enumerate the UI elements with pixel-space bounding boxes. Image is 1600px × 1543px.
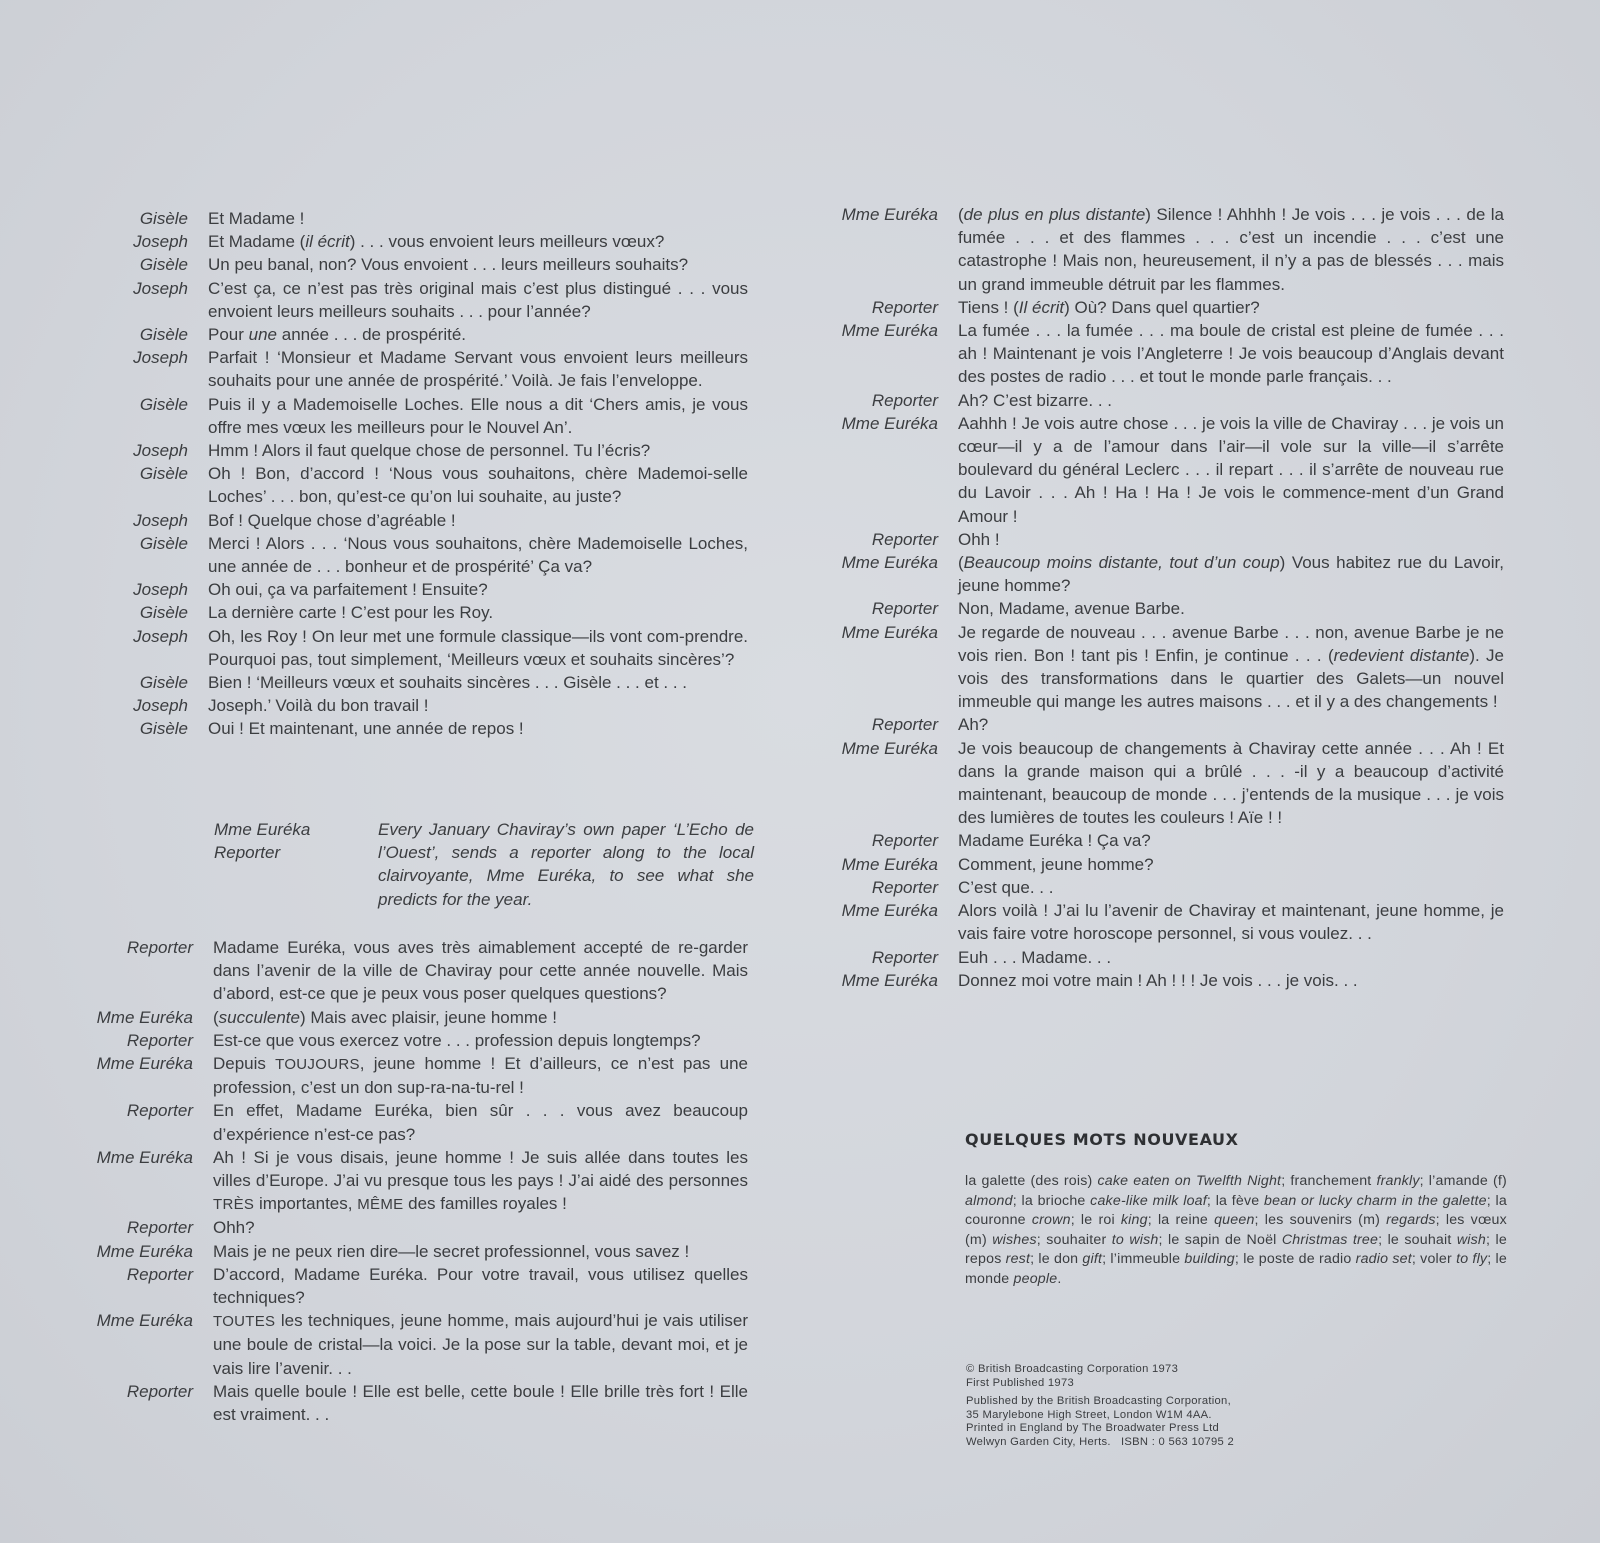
speech-text: Parfait ! ‘Monsieur et Madame Servant vous envoient leurs meilleurs souhaits pour une année de prospérité.’ Voilà. Je fais l’enveloppe.: [208, 348, 748, 391]
speech-text: Merci ! Alors . . . ‘Nous vous souhaitons, chère Mademoiselle Loches, une année de . . . bonheur et de prospérité’ Ça va?: [208, 533, 748, 577]
dialogue-line: [0, 551, 1510, 597]
vocab-entry: les souvenirs (m) regards: [1264, 1212, 1436, 1229]
dialogue-line: [0, 1029, 760, 1052]
dialogue-line: [0, 713, 1510, 736]
speech-text: Ohh !: [958, 529, 1000, 549]
vocab-entry: l’amande (f) almond: [965, 1173, 1507, 1209]
vocab-entry: le poste de radio radio set: [1243, 1251, 1412, 1268]
speaker-name: Joseph: [133, 510, 188, 530]
speech-text: Madame Euréka ! Ça va?: [958, 831, 1151, 851]
speech-text: Madame Euréka, vous aves très aimablement accepté de re-garder dans l’avenir de la ville de Chaviray pour cette année nouvelle. Mais d’abord, est-ce que je peux vous poser quelques questions?: [213, 938, 748, 1004]
speech-text: Mais quelle boule ! Elle est belle, cette boule ! Elle brille très fort ! Elle est vraiment. . .: [213, 1381, 748, 1425]
dialogue-line: [0, 737, 1510, 830]
dialogue-line: [0, 1052, 760, 1099]
speech-text: Et Madame (il écrit) . . . vous envoient leurs meilleurs vœux?: [208, 232, 665, 252]
speech-text: Mais je ne peux rien dire—le secret professionnel, vous savez !: [213, 1241, 690, 1261]
dialogue-line: [0, 1309, 760, 1380]
speaker-name: Reporter: [871, 877, 938, 897]
speaker-name: Mme Euréka: [96, 1147, 193, 1167]
speech-text: (succulente) Mais avec plaisir, jeune homme !: [213, 1007, 557, 1027]
vocab-entry: le roi king: [1080, 1212, 1148, 1229]
speaker-name: Reporter: [871, 297, 938, 317]
speech-text: Puis il y a Mademoiselle Loches. Elle nous a dit ‘Chers amis, je vous offre mes vœux les meilleurs pour le Nouvel An’.: [208, 394, 748, 437]
speech-text: Tiens ! (Il écrit) Où? Dans quel quartier?: [958, 297, 1260, 317]
speaker-name: Joseph: [133, 626, 188, 646]
speech-text: Oh, les Roy ! On leur met une formule classique—ils vont com-prendre. Pourquoi pas, tout simplement, ‘Meilleurs vœux et souhaits sincères’?: [208, 626, 748, 669]
imprint-line: © British Broadcasting Corporation 1973: [966, 1363, 1179, 1375]
dialogue-line: [0, 389, 1510, 412]
speaker-name: Mme Euréka: [841, 321, 938, 341]
speech-text: Depuis TOUJOURS, jeune homme ! Et d’ailleurs, ce n’est pas une profession, c’est un don sup-ra-na-tu-rel !: [213, 1054, 748, 1098]
speech-text: C’est que. . .: [958, 877, 1054, 897]
speech-text: La dernière carte ! C’est pour les Roy.: [208, 603, 494, 623]
vocab-entry: la fève bean or lucky charm in the galette: [1215, 1192, 1487, 1209]
speaker-name: Mme Euréka: [96, 1311, 193, 1331]
vocab-entry: le don gift: [1038, 1251, 1103, 1268]
speaker-name: Reporter: [126, 1030, 193, 1050]
vocab-entry: la brioche cake-like milk loaf: [1021, 1192, 1207, 1209]
dialogue-line: [0, 946, 1510, 969]
speech-text: Joseph.’ Voilà du bon travail !: [208, 696, 429, 716]
speaker-name: Mme Euréka: [841, 622, 938, 642]
speaker-name: Mme Euréka: [96, 1007, 193, 1027]
speaker-name: Reporter: [126, 1264, 193, 1284]
speaker-name: Joseph: [133, 278, 188, 298]
speech-text: Je vois beaucoup de changements à Chaviray cette année . . . Ah ! Et dans la grande maison qui a brûlé . . . -il y a beaucoup d’activité maintenant, beaucoup de monde . . . j’entends de la musique . . . je vois des lumières de toutes les couleurs ! Aïe ! !: [958, 738, 1504, 828]
vocab-entry: le sapin de Noël Christmas tree: [1168, 1231, 1379, 1248]
speech-text: La fumée . . . la fumée . . . ma boule de cristal est pleine de fumée . . . ah ! Maintenant je vois l’Angleterre ! Je vois beaucoup d’Anglais devant des postes de radio . . . et tout le monde parle français. . .: [958, 321, 1504, 387]
speech-text: Non, Madame, avenue Barbe.: [958, 599, 1185, 619]
speech-text: Ah ! Si je vous disais, jeune homme ! Je suis allée dans toutes les villes d’Europe. J’ai vu presque tous les pays ! J’ai aidé des personnes TRÈS importantes, MÊME des familles royales !: [213, 1147, 748, 1214]
speaker-name: Reporter: [871, 831, 938, 851]
speaker-name: Gisèle: [139, 603, 188, 623]
speaker-name: Gisèle: [139, 394, 188, 414]
vocab-entry: la galette (des rois) cake eaten on Twelfth Night: [965, 1173, 1282, 1189]
speaker-name: Joseph: [133, 580, 188, 600]
speaker-name: Gisèle: [139, 209, 188, 228]
speech-text: Hmm ! Alors il faut quelque chose de personnel. Tu l’écris?: [208, 441, 651, 461]
dialogue-line: [0, 528, 1510, 551]
dialogue-line: [0, 853, 1510, 876]
speaker-name: Reporter: [871, 529, 938, 549]
speech-text: Un peu banal, non? Vous envoient . . . leurs meilleurs souhaits?: [208, 255, 689, 275]
speaker-name: Mme Euréka: [841, 205, 938, 224]
speaker-name: Reporter: [871, 390, 938, 410]
speech-text: Donnez moi votre main ! Ah ! ! ! Je vois . . . je vois. . .: [958, 970, 1358, 990]
imprint-line: First Published 1973: [966, 1376, 1074, 1389]
publisher-imprint: [966, 1363, 1306, 1450]
speech-text: (Beaucoup moins distante, tout d’un coup) Vous habitez rue du Lavoir, jeune homme?: [958, 553, 1504, 596]
scene-description: Every January Chaviray’s own paper ‘L’Echo de l’Ouest’, sends a reporter along to the local clairvoyante, Mme Euréka, to see what she predicts for the year.: [378, 820, 754, 909]
vocabulary-list: la galette (des rois) cake eaten on Twelfth Night; franchement frankly; l’amande (f) almond; la brioche cake-like milk loaf; la fève bean or lucky charm in the galette; la couronne crown; le roi king; la reine queen; les souvenirs (m) regards; les vœux (m) wishes; souhaiter to wish; le sapin de Noël Christmas tree; le souhait wish; le repos rest; le don gift; l’immeuble building; le poste de radio radio set; voler to fly; le monde people.: [965, 1173, 1507, 1287]
dialogue-line: [0, 412, 1510, 528]
speaker-name: Reporter: [871, 715, 938, 735]
speaker-name: Reporter: [126, 1218, 193, 1238]
speech-text: Oh ! Bon, d’accord ! ‘Nous vous souhaitons, chère Mademoi-selle Loches’ . . . bon, qu’est-ce qu’on lui souhaite, au juste?: [208, 464, 748, 507]
speaker-name: Mme Euréka: [841, 553, 938, 573]
speaker-name: Gisèle: [139, 255, 188, 275]
speech-text: Je regarde de nouveau . . . avenue Barbe . . . non, avenue Barbe je ne vois rien. Bon ! tant pis ! Enfin, je continue . . . (redevient distante). Je vois des transformations dans le quartier des Galets—un nouvel immeuble qui mange les autres maisons . . . et il y a des changements !: [958, 622, 1504, 712]
dialogue-line: [0, 203, 1510, 296]
speaker-name: Joseph: [133, 348, 188, 368]
dialogue-line: [0, 1263, 760, 1309]
speech-text: Oui ! Et maintenant, une année de repos !: [208, 719, 524, 739]
dialogue-line: [0, 621, 1510, 714]
speaker-name: Mme Euréka: [841, 901, 938, 921]
speech-text: Oh oui, ça va parfaitement ! Ensuite?: [208, 580, 488, 600]
vocab-entry: la reine queen: [1157, 1212, 1255, 1229]
speech-text: Alors voilà ! J’ai lu l’avenir de Chaviray et maintenant, jeune homme, je vais faire votre horoscope personnel, si vous voulez. . .: [958, 901, 1504, 944]
speech-text: TOUTES les techniques, jeune homme, mais aujourd’hui je vais utiliser une boule de cristal—la voici. Je la pose sur la table, devant moi, et je vais lire l’avenir. . .: [213, 1311, 748, 1378]
vocab-entry: souhaiter to wish: [1046, 1231, 1159, 1248]
vocab-entry: le souhait wish: [1387, 1231, 1487, 1248]
speech-text: Ah?: [958, 715, 989, 735]
speaker-name: Mme Euréka: [96, 1054, 193, 1074]
speaker-name: Joseph: [133, 232, 188, 252]
imprint-line: 35 Marylebone High Street, London W1M 4AA.: [966, 1408, 1212, 1421]
speech-text: Aahhh ! Je vois autre chose . . . je vois la ville de Chaviray . . . je vois un cœur—il y a de l’amour dans l’air—il vole sur la ville—il s’arrête boulevard du général Leclerc . . . il repart . . . il s’arrête de nouveau rue du Lavoir . . . Ah ! Ha ! Ha ! Je vois le commence-ment d’un Grand Amour !: [958, 413, 1504, 526]
speaker-name: Reporter: [126, 1381, 193, 1401]
speaker-name: Reporter: [871, 947, 938, 967]
dialogue-line: [0, 899, 1510, 945]
dialogue-line: [0, 876, 1510, 899]
speech-text: Pour une année . . . de prospérité.: [208, 325, 467, 345]
dialogue-line: [0, 1216, 760, 1239]
cast-member: Reporter: [214, 843, 281, 863]
vocab-entry: voler to fly: [1420, 1251, 1488, 1268]
vocabulary-heading: QUELQUES MOTS NOUVEAUX: [965, 1130, 1239, 1149]
dialogue-line: [0, 1146, 760, 1217]
dialogue-line: [0, 597, 1510, 620]
speech-text: C’est ça, ce n’est pas très original mais c’est plus distingué . . . vous envoient leurs meilleurs souhaits . . . pour l’année?: [208, 278, 748, 321]
vocab-entry: le monde people: [965, 1251, 1507, 1287]
dialogue-line: [0, 1099, 760, 1145]
speech-text: Est-ce que vous exercez votre . . . profession depuis longtemps?: [213, 1030, 701, 1050]
speaker-name: Mme Euréka: [841, 738, 938, 758]
speech-text: (de plus en plus distante) Silence ! Ahhhh ! Je vois . . . je vois . . . de la fumée . . . et des flammes . . . c’est un incendie . . . c’est une catastrophe ! Mais non, heureusement, il n’y a pas de blessés . . . mais un grand immeuble détruit par les flammes.: [958, 205, 1504, 294]
dialogue-line: [0, 319, 1510, 389]
speech-text: Bof ! Quelque chose d’agréable !: [208, 510, 456, 530]
speaker-name: Reporter: [126, 938, 193, 957]
dialogue-line: [0, 1006, 760, 1029]
speaker-name: Gisèle: [139, 673, 188, 693]
speech-text: Euh . . . Madame. . .: [958, 947, 1112, 967]
speech-text: Et Madame !: [208, 209, 305, 228]
speaker-name: Mme Euréka: [841, 854, 938, 874]
speaker-name: Mme Euréka: [841, 970, 938, 990]
vocab-entry: la couronne crown: [965, 1192, 1507, 1229]
dialogue-reporter-eureka-part1: [0, 936, 760, 1426]
speaker-name: Gisèle: [139, 533, 188, 553]
speech-text: Ah? C’est bizarre. . .: [958, 390, 1113, 410]
speech-text: En effet, Madame Euréka, bien sûr . . . vous avez beaucoup d’expérience n’est-ce pas?: [213, 1101, 748, 1144]
speaker-name: Joseph: [133, 696, 188, 716]
vocab-entry: l’immeuble building: [1110, 1251, 1235, 1268]
dialogue-line: [0, 1240, 760, 1263]
speaker-name: Mme Euréka: [841, 413, 938, 433]
speech-text: Comment, jeune homme?: [958, 854, 1154, 874]
speaker-name: Reporter: [126, 1101, 193, 1121]
speaker-name: Mme Euréka: [96, 1241, 193, 1261]
speaker-name: Reporter: [871, 599, 938, 619]
dialogue-reporter-eureka-part2: [0, 203, 1510, 992]
dialogue-line: [0, 829, 1510, 852]
vocab-entry: les vœux (m) wishes: [965, 1212, 1507, 1248]
imprint-line: Welwyn Garden City, Herts. ISBN : 0 563 10795 2: [966, 1435, 1234, 1448]
imprint-line: Published by the British Broadcasting Corporation,: [966, 1395, 1231, 1408]
dialogue-line: [0, 969, 1510, 992]
speaker-name: Gisèle: [139, 464, 188, 484]
vocab-entry: le repos rest: [965, 1231, 1507, 1268]
speech-text: Ohh?: [213, 1218, 255, 1238]
cast-member: Mme Euréka: [214, 820, 311, 839]
dialogue-line: [0, 1380, 760, 1426]
speaker-name: Joseph: [133, 441, 188, 461]
dialogue-line: [0, 296, 1510, 319]
speech-text: Bien ! ‘Meilleurs vœux et souhaits sincères . . . Gisèle . . . et . . .: [208, 673, 688, 693]
speaker-name: Gisèle: [139, 325, 188, 345]
imprint-line: Printed in England by The Broadwater Press Ltd: [966, 1422, 1220, 1435]
speech-text: D’accord, Madame Euréka. Pour votre travail, vous utilisez quelles techniques?: [213, 1264, 748, 1308]
vocab-entry: franchement frankly: [1290, 1173, 1420, 1189]
speaker-name: Gisèle: [139, 719, 188, 739]
